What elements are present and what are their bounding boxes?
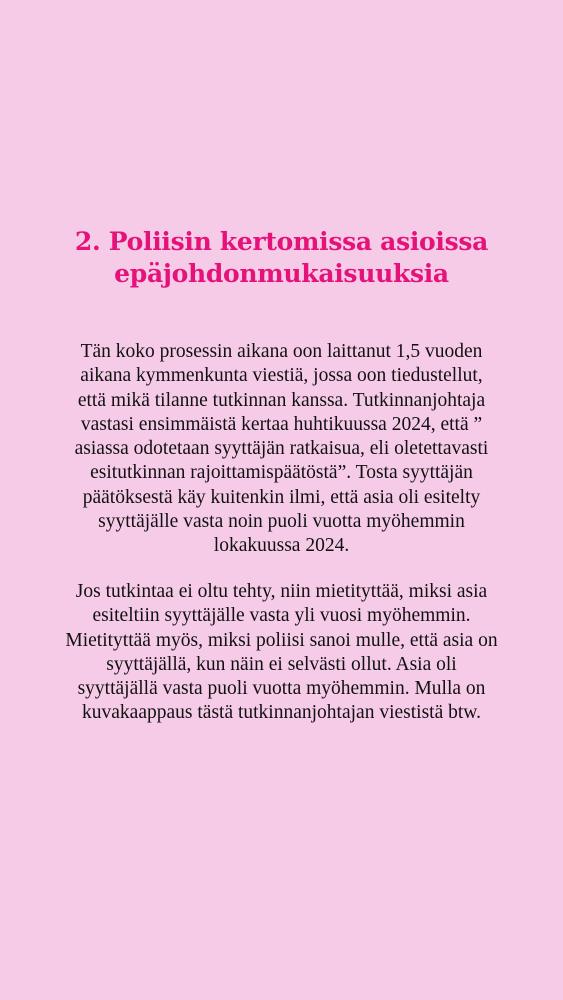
paragraph-1-line: lokakuussa 2024. — [213, 535, 350, 557]
paragraph-1-line: että mikä tilanne tutkinnan kanssa. Tutkinnanjohtaja — [77, 389, 486, 411]
paragraph-2-line: esiteltiin syyttäjälle vasta yli vuosi myöhemmin. — [92, 605, 471, 627]
heading-line-1: 2. Poliisin kertomissa asioissa — [74, 227, 489, 256]
paragraph-1-line: Tän koko prosessin aikana oon laittanut 1,5 vuoden — [80, 341, 483, 362]
paragraph-1-line: vastasi ensimmäistä kertaa huhtikuussa 2024, että ” — [80, 413, 483, 435]
paragraph-1-line: päätöksestä käy kuitenkin ilmi, että asia oli esitelty — [82, 486, 481, 508]
paragraph-1-line: esitutkinnan rajoittamispäätöstä”. Tosta syyttäjän — [90, 462, 473, 484]
paragraph-1 — [0, 340, 563, 559]
paragraph-1-line: syyttäjälle vasta noin puoli vuotta myöhemmin — [98, 511, 465, 533]
paragraph-1-line: aikana kymmenkunta viestiä, jossa oon tiedustellut, — [80, 365, 483, 387]
section-heading — [0, 226, 563, 290]
paragraph-2-line: kuvakaappaus tästä tutkinnanjohtajan viestistä btw. — [82, 702, 481, 724]
paragraph-1-line: asiassa odotetaan syyttäjän ratkaisua, eli oletettavasti — [74, 438, 489, 460]
paragraph-2-line: Mietityttää myös, miksi poliisi sanoi mulle, että asia on — [65, 629, 498, 651]
paragraph-2 — [0, 580, 563, 726]
paragraph-2-line: Jos tutkintaa ei oltu tehty, niin mietityttää, miksi asia — [75, 581, 488, 602]
paragraph-2-line: syyttäjällä, kun näin ei selvästi ollut. Asia oli — [106, 653, 457, 675]
paragraph-2-line: syyttäjällä vasta puoli vuotta myöhemmin. Mulla on — [77, 678, 486, 700]
heading-line-2: epäjohdonmukaisuuksia — [114, 259, 449, 288]
